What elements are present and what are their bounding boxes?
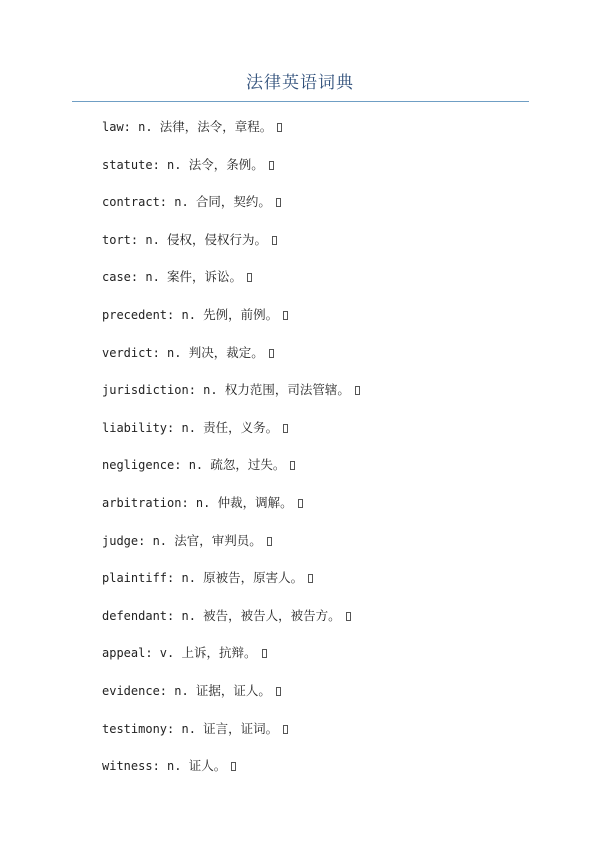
- list-item: [102, 672, 360, 710]
- list-item: [102, 221, 360, 259]
- entry-definition: 法官，审判员。: [174, 532, 262, 548]
- list-item: [102, 634, 360, 672]
- entry-definition: 先例，前例。: [203, 306, 279, 322]
- paragraph-mark-icon: [298, 499, 303, 508]
- list-item: [102, 108, 360, 146]
- entry-term: evidence: n.: [102, 683, 196, 698]
- paragraph-mark-icon: [262, 649, 267, 658]
- list-item: [102, 446, 360, 484]
- entry-term: statute: n.: [102, 157, 189, 172]
- entry-definition: 证据，证人。: [195, 682, 271, 698]
- entry-definition: 上诉，抗辩。: [181, 645, 257, 661]
- entry-term: law: n.: [102, 120, 160, 134]
- paragraph-mark-icon: [290, 461, 295, 470]
- entry-term: negligence: n.: [102, 458, 211, 473]
- list-item: [102, 183, 360, 221]
- entry-term: defendant: n.: [102, 608, 204, 623]
- entry-term: judge: n.: [102, 533, 175, 548]
- paragraph-mark-icon: [308, 574, 313, 583]
- entry-definition: 案件，诉讼。: [167, 269, 243, 285]
- paragraph-mark-icon: [247, 273, 252, 282]
- entry-term: verdict: n.: [102, 345, 189, 360]
- entry-term: contract: n.: [102, 195, 196, 210]
- entry-term: jurisdiction: n.: [102, 383, 225, 398]
- list-item: [102, 484, 360, 522]
- entry-definition: 合同，契约。: [195, 194, 271, 210]
- entry-definition: 法律，法令，章程。: [159, 119, 273, 134]
- list-item: [102, 258, 360, 296]
- entry-definition: 被告，被告人，被告方。: [203, 607, 341, 623]
- list-item: [102, 522, 360, 560]
- entry-list: [102, 108, 360, 785]
- entry-definition: 原被告，原害人。: [203, 570, 304, 586]
- entry-definition: 疏忽，过失。: [210, 457, 286, 473]
- title-divider: [72, 101, 529, 102]
- list-item: [102, 409, 360, 447]
- entry-definition: 仲裁，调解。: [217, 494, 293, 510]
- list-item: [102, 334, 360, 372]
- paragraph-mark-icon: [283, 311, 288, 320]
- entry-term: appeal: v.: [102, 646, 182, 661]
- entry-definition: 证人。: [188, 758, 227, 774]
- entry-term: witness: n.: [102, 759, 189, 774]
- entry-term: testimony: n.: [102, 721, 204, 736]
- entry-term: case: n.: [102, 270, 168, 285]
- entry-definition: 责任，义务。: [203, 419, 279, 435]
- entry-term: precedent: n.: [102, 307, 204, 322]
- entry-definition: 证言，证词。: [203, 720, 279, 736]
- entry-definition: 侵权，侵权行为。: [167, 231, 268, 247]
- entry-term: arbitration: n.: [102, 495, 218, 510]
- paragraph-mark-icon: [276, 687, 281, 696]
- paragraph-mark-icon: [277, 123, 282, 132]
- list-item: [102, 296, 360, 334]
- paragraph-mark-icon: [267, 537, 272, 546]
- paragraph-mark-icon: [269, 161, 274, 170]
- entry-term: liability: n.: [102, 420, 204, 435]
- entry-definition: 法令，条例。: [188, 156, 264, 172]
- page-title: 法律英语词典: [246, 73, 354, 93]
- paragraph-mark-icon: [283, 424, 288, 433]
- paragraph-mark-icon: [269, 349, 274, 358]
- paragraph-mark-icon: [231, 762, 236, 771]
- paragraph-mark-icon: [283, 725, 288, 734]
- paragraph-mark-icon: [272, 236, 277, 245]
- paragraph-mark-icon: [355, 386, 360, 395]
- entry-term: tort: n.: [102, 232, 168, 247]
- entry-term: plaintiff: n.: [102, 571, 204, 586]
- list-item: [102, 747, 360, 785]
- paragraph-mark-icon: [346, 612, 351, 621]
- list-item: [102, 146, 360, 184]
- entry-definition: 权力范围，司法管辖。: [224, 382, 350, 398]
- paragraph-mark-icon: [276, 198, 281, 207]
- list-item: [102, 710, 360, 748]
- list-item: [102, 371, 360, 409]
- list-item: [102, 559, 360, 597]
- list-item: [102, 597, 360, 635]
- entry-definition: 判决，裁定。: [188, 344, 264, 360]
